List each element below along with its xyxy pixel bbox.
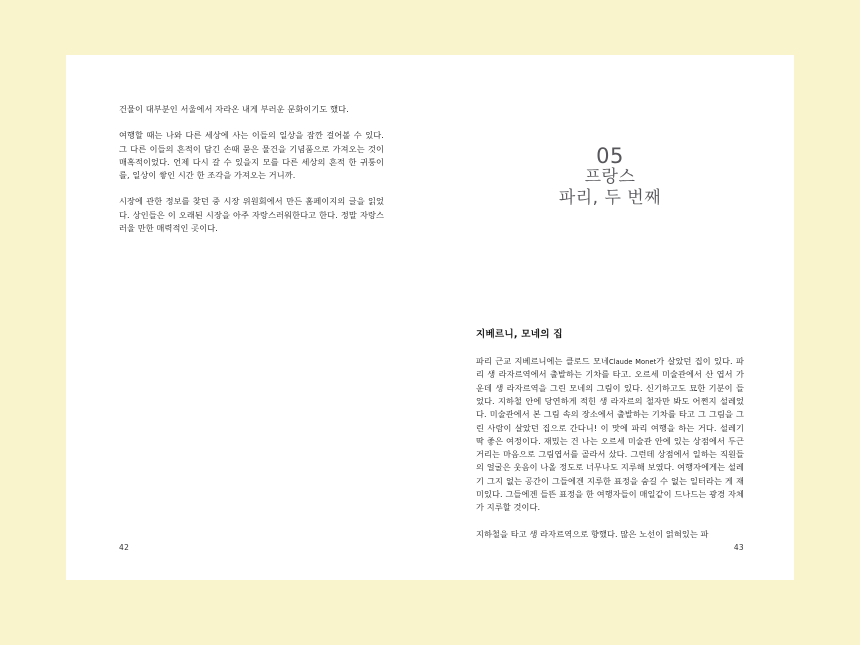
- book-spread: [66, 55, 794, 580]
- right-page: [430, 55, 794, 580]
- paragraph: [476, 528, 744, 541]
- text-run: 가 살았던 집이 있다. 파리 생 라자르역에서 출발하는 기차를 타고. 오르세 미술관에서 산 엽서 가운데 생 라자르역을 그린 모네의 그림이 있다. 신기하고도 묘한 기분이 들었다. 지하철 안에 당연하게 적힌 생 라자르의 철자만 봐도 어쩐지 설레었다. 미술관에서 본 그림 속의 장소에서 출발하는 기차를 타고 그 그림을 그린 사람이 살았던 집으로 간다니! 이 맛에 파리 여행을 하는 거다. 설레기 딱 좋은 여정이다. 재밌는 건 나는 오르세 미술관 안에 있는 상점에서 두근거리는 마음으로 그림엽서를 골라서 샀다. 그런데 상점에서 일하는 직원들의 얼굴은 웃음이 나올 정도로 너무나도 지루해 보였다. 여행자에게는 설레기 그지 없는 공간이 그들에겐 지루한 표정을 숨길 수 없는 일터라는 게 재미있다. 그들에겐 들뜬 표정을 한 여행자들이 매일같이 드나드는 광경 자체가 지루할 것이다.: [476, 356, 744, 513]
- paragraph: 여행할 때는 나와 다른 세상에 사는 이들의 일상을 잠깐 걸어볼 수 있다. 그 다른 이들의 흔적이 담긴 손때 묻은 물건을 기념품으로 가져오는 것이 매혹적이었다. 언제 다시 갈 수 있을지 모를 다른 세상의 흔적 한 귀퉁이를, 일상이 쌓인 시간 한 조각을 가져오는 거니까.: [119, 130, 384, 181]
- paragraph: [476, 355, 744, 514]
- page-number-right: 43: [733, 543, 744, 552]
- latin-term: Claude Monet: [609, 358, 657, 367]
- chapter-number: 05: [596, 144, 624, 168]
- chapter-heading: [476, 145, 744, 208]
- text-run: 파리 근교 지베르니에는 클로드 모네: [476, 356, 610, 367]
- paragraph: 시장에 관한 정보를 찾던 중 시장 위원회에서 만든 홈페이지의 글을 읽었다. 상인들은 이 오래된 시장을 아주 자랑스러워한다고 한다. 정말 자랑스러울 만한 매력적인 곳이다.: [119, 196, 384, 233]
- page-number-left: 42: [119, 543, 130, 552]
- chapter-city: 파리, 두 번째: [558, 187, 662, 208]
- left-page: [66, 55, 430, 580]
- section-title: 지베르니, 모네의 집: [476, 329, 563, 341]
- chapter-country: 프랑스: [584, 167, 636, 188]
- paragraph: 건물이 대부분인 서울에서 자라온 내게 부러운 문화이기도 했다.: [119, 104, 349, 114]
- text-run: 지하철을 타고 생 라자르역으로 향했다. 많은 노선이 얽혀있는 파: [476, 528, 709, 539]
